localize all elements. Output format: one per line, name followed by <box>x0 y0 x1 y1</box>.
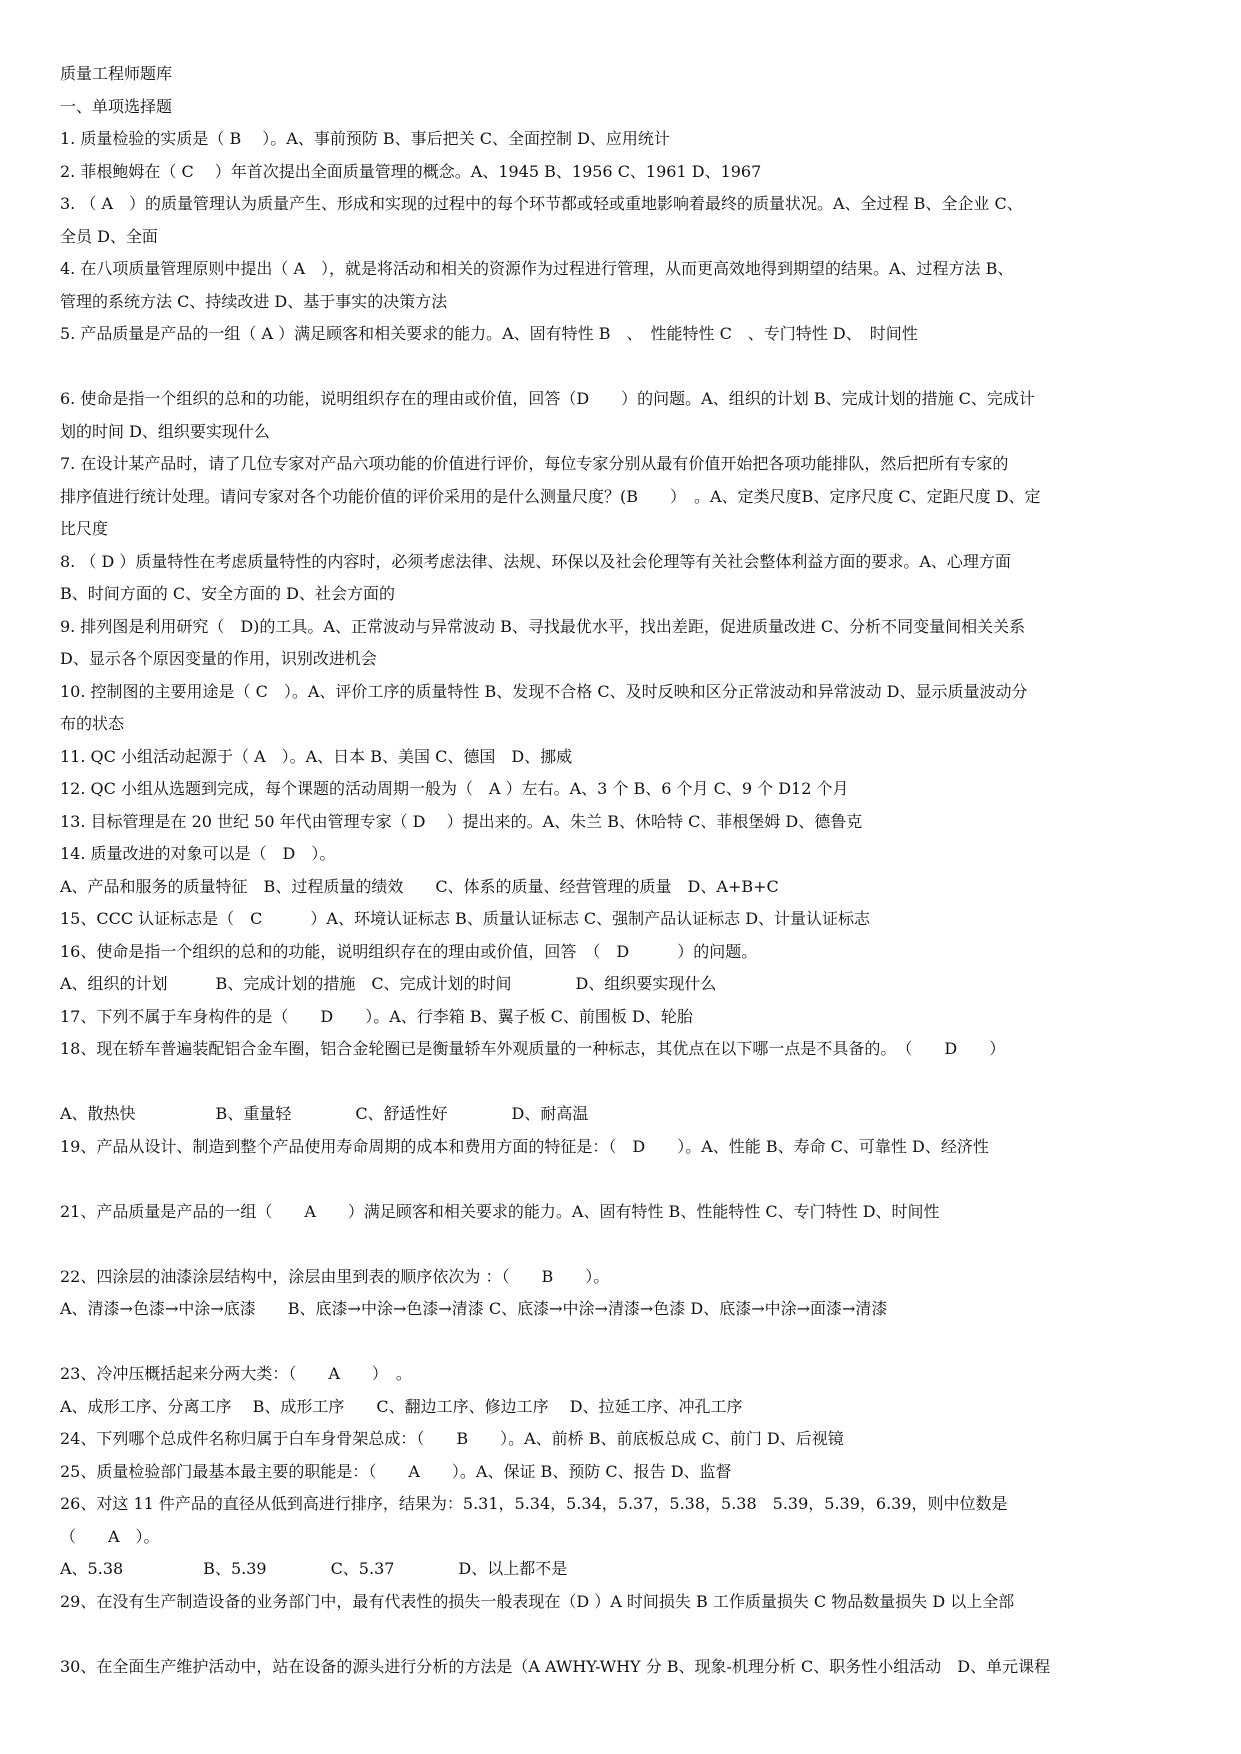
question-line: 3. （ A ）的质量管理认为质量产生、形成和实现的过程中的每个环节都或轻或重地影响着最终的质量状况。A、全过程 B、全企业 C、 <box>60 194 1023 213</box>
question-line: 1. 质量检验的实质是（ B ）。A、事前预防 B、事后把关 C、全面控制 D、应用统计 <box>60 129 670 148</box>
question-line: A、5.38 B、5.39 C、5.37 D、以上都不是 <box>60 1559 568 1578</box>
question-line: 18、现在轿车普遍装配铝合金车圈，铝合金轮圈已是衡量轿车外观质量的一种标志，其优点在以下哪一点是不具备的。 （ D ） <box>60 1039 1006 1058</box>
question-line: A、产品和服务的质量特征 B、过程质量的绩效 C、体系的质量、经营管理的质量 D、A+B+C <box>60 876 779 896</box>
question-line: 23、冷冲压概括起来分两大类：（ A ） 。 <box>60 1364 412 1383</box>
question-line: 25、质量检验部门最基本最主要的职能是：（ A ）。A、保证 B、预防 C、报告 D、监督 <box>60 1461 732 1481</box>
question-line: A、组织的计划 B、完成计划的措施 C、完成计划的时间 D、组织要实现什么 <box>60 974 717 993</box>
question-line: 管理的系统方法 C、持续改进 D、基于事实的决策方法 <box>60 291 448 311</box>
question-line: B、时间方面的 C、安全方面的 D、社会方面的 <box>60 584 396 603</box>
question-line: 19、产品从设计、制造到整个产品使用寿命周期的成本和费用方面的特征是：（ D ）。A、性能 B、寿命 C、可靠性 D、经济性 <box>60 1136 989 1156</box>
blank-line <box>60 351 1190 384</box>
question-line: （ A ）。 <box>60 1526 160 1546</box>
question-line: 5. 产品质量是产品的一组（ A ）满足顾客和相关要求的能力。A、固有特性 B 、 性能特性 C 、专门特性 D、 时间性 <box>60 324 918 343</box>
question-line: 10. 控制图的主要用途是（ C ）。A、评价工序的质量特性 B、发现不合格 C、及时反映和区分正常波动和异常波动 D、显示质量波动分 <box>60 681 1028 701</box>
question-line: 30、在全面生产维护活动中，站在设备的源头进行分析的方法是（A AWHY-WHY 分 B、现象-机理分析 C、职务性小组活动 D、单元课程 <box>60 1656 1051 1676</box>
question-line: 14. 质量改进的对象可以是（ D ）。 <box>60 844 336 863</box>
question-line: 26、对这 11 件产品的直径从低到高进行排序，结果为：5.31，5.34，5.34，5.37，5.38，5.38 5.39，5.39，6.39，则中位数是 <box>60 1494 1008 1513</box>
question-line: 8. （ D ）质量特性在考虑质量特性的内容时，必须考虑法律、法规、环保以及社会伦理等有关社会整体利益方面的要求。A、心理方面 <box>60 551 1011 571</box>
question-line: 7. 在设计某产品时，请了几位专家对产品六项功能的价值进行评价，每位专家分别从最有价值开始把各项功能排队，然后把所有专家的 <box>60 454 1009 473</box>
blank-line <box>60 1228 1190 1261</box>
question-line: 24、下列哪个总成件名称归属于白车身骨架总成：（ B ）。A、前桥 B、前底板总成 C、前门 D、后视镜 <box>60 1429 844 1448</box>
question-line: 4. 在八项质量管理原则中提出（ A ），就是将活动和相关的资源作为过程进行管理，从而更高效地得到期望的结果。A、过程方法 B、 <box>60 259 1014 278</box>
question-line: 9. 排列图是利用研究（ D)的工具。A、正常波动与异常波动 B、寻找最优水平，找出差距，促进质量改进 C、分析不同变量间相关关系 <box>60 616 1026 636</box>
question-line: 6. 使命是指一个组织的总和的功能，说明组织存在的理由或价值，回答（D ）的问题。A、组织的计划 B、完成计划的措施 C、完成计 <box>60 389 1035 408</box>
question-list <box>60 91 1190 1684</box>
document-title: 质量工程师题库 <box>60 64 173 83</box>
document-body <box>60 58 1190 1683</box>
question-line: 15、CCC 认证标志是（ C ）A、环境认证标志 B、质量认证标志 C、强制产品认证标志 D、计量认证标志 <box>60 909 871 928</box>
question-line: 22、四涂层的油漆涂层结构中，涂层由里到表的顺序依次为 ：（ B ）。 <box>60 1266 610 1286</box>
question-line: 17、下列不属于车身构件的是（ D ）。A、行李箱 B、翼子板 C、前围板 D、轮胎 <box>60 1006 693 1026</box>
question-line: 布的状态 <box>60 714 125 733</box>
question-line: 12. QC 小组从选题到完成，每个课题的活动周期一般为（ A ）左右。A、3 个 B、6 个月 C、9 个 D12 个月 <box>60 779 849 798</box>
question-line: 29、在没有生产制造设备的业务部门中，最有代表性的损失一般表现在（D ）A 时间损失 B 工作质量损失 C 物品数量损失 D 以上全部 <box>60 1591 1015 1611</box>
blank-line <box>60 1163 1190 1196</box>
question-line: 16、使命是指一个组织的总和的功能，说明组织存在的理由或价值，回答 （ D ）的问题。 <box>60 941 758 961</box>
question-line: 排序值进行统计处理。请问专家对各个功能价值的评价采用的是什么测量尺度？(B ） 。A、定类尺度B、定序尺度 C、定距尺度 D、定 <box>60 486 1041 506</box>
question-line: 全员 D、全面 <box>60 226 158 246</box>
question-line: A、清漆→色漆→中涂→底漆 B、底漆→中涂→色漆→清漆 C、底漆→中涂→清漆→色漆 D、底漆→中涂→面漆→清漆 <box>60 1299 888 1318</box>
question-line: 13. 目标管理是在 20 世纪 50 年代由管理专家（ D ）提出来的。A、朱兰 B、休哈特 C、菲根堡姆 D、德鲁克 <box>60 811 863 831</box>
question-line: 划的时间 D、组织要实现什么 <box>60 421 270 441</box>
question-line: A、散热快 B、重量轻 C、舒适性好 D、耐高温 <box>60 1104 589 1123</box>
question-line: 21、产品质量是产品的一组（ A ）满足顾客和相关要求的能力。A、固有特性 B、性能特性 C、专门特性 D、时间性 <box>60 1201 940 1221</box>
blank-line <box>60 1618 1190 1651</box>
question-line: 11. QC 小组活动起源于（ A ）。A、日本 B、美国 C、德国 D、挪威 <box>60 746 573 766</box>
question-line: 2. 菲根鲍姆在（ C ）年首次提出全面质量管理的概念。A、1945 B、1956 C、1961 D、1967 <box>60 161 762 181</box>
question-line: A、成形工序、分离工序 B、成形工序 C、翻边工序、修边工序 D、拉延工序、冲孔工序 <box>60 1396 743 1416</box>
blank-line <box>60 1066 1190 1099</box>
question-line: 一、单项选择题 <box>60 96 173 116</box>
question-line: 比尺度 <box>60 519 109 538</box>
question-line: D、显示各个原因变量的作用，识别改进机会 <box>60 649 377 668</box>
blank-line <box>60 1326 1190 1359</box>
